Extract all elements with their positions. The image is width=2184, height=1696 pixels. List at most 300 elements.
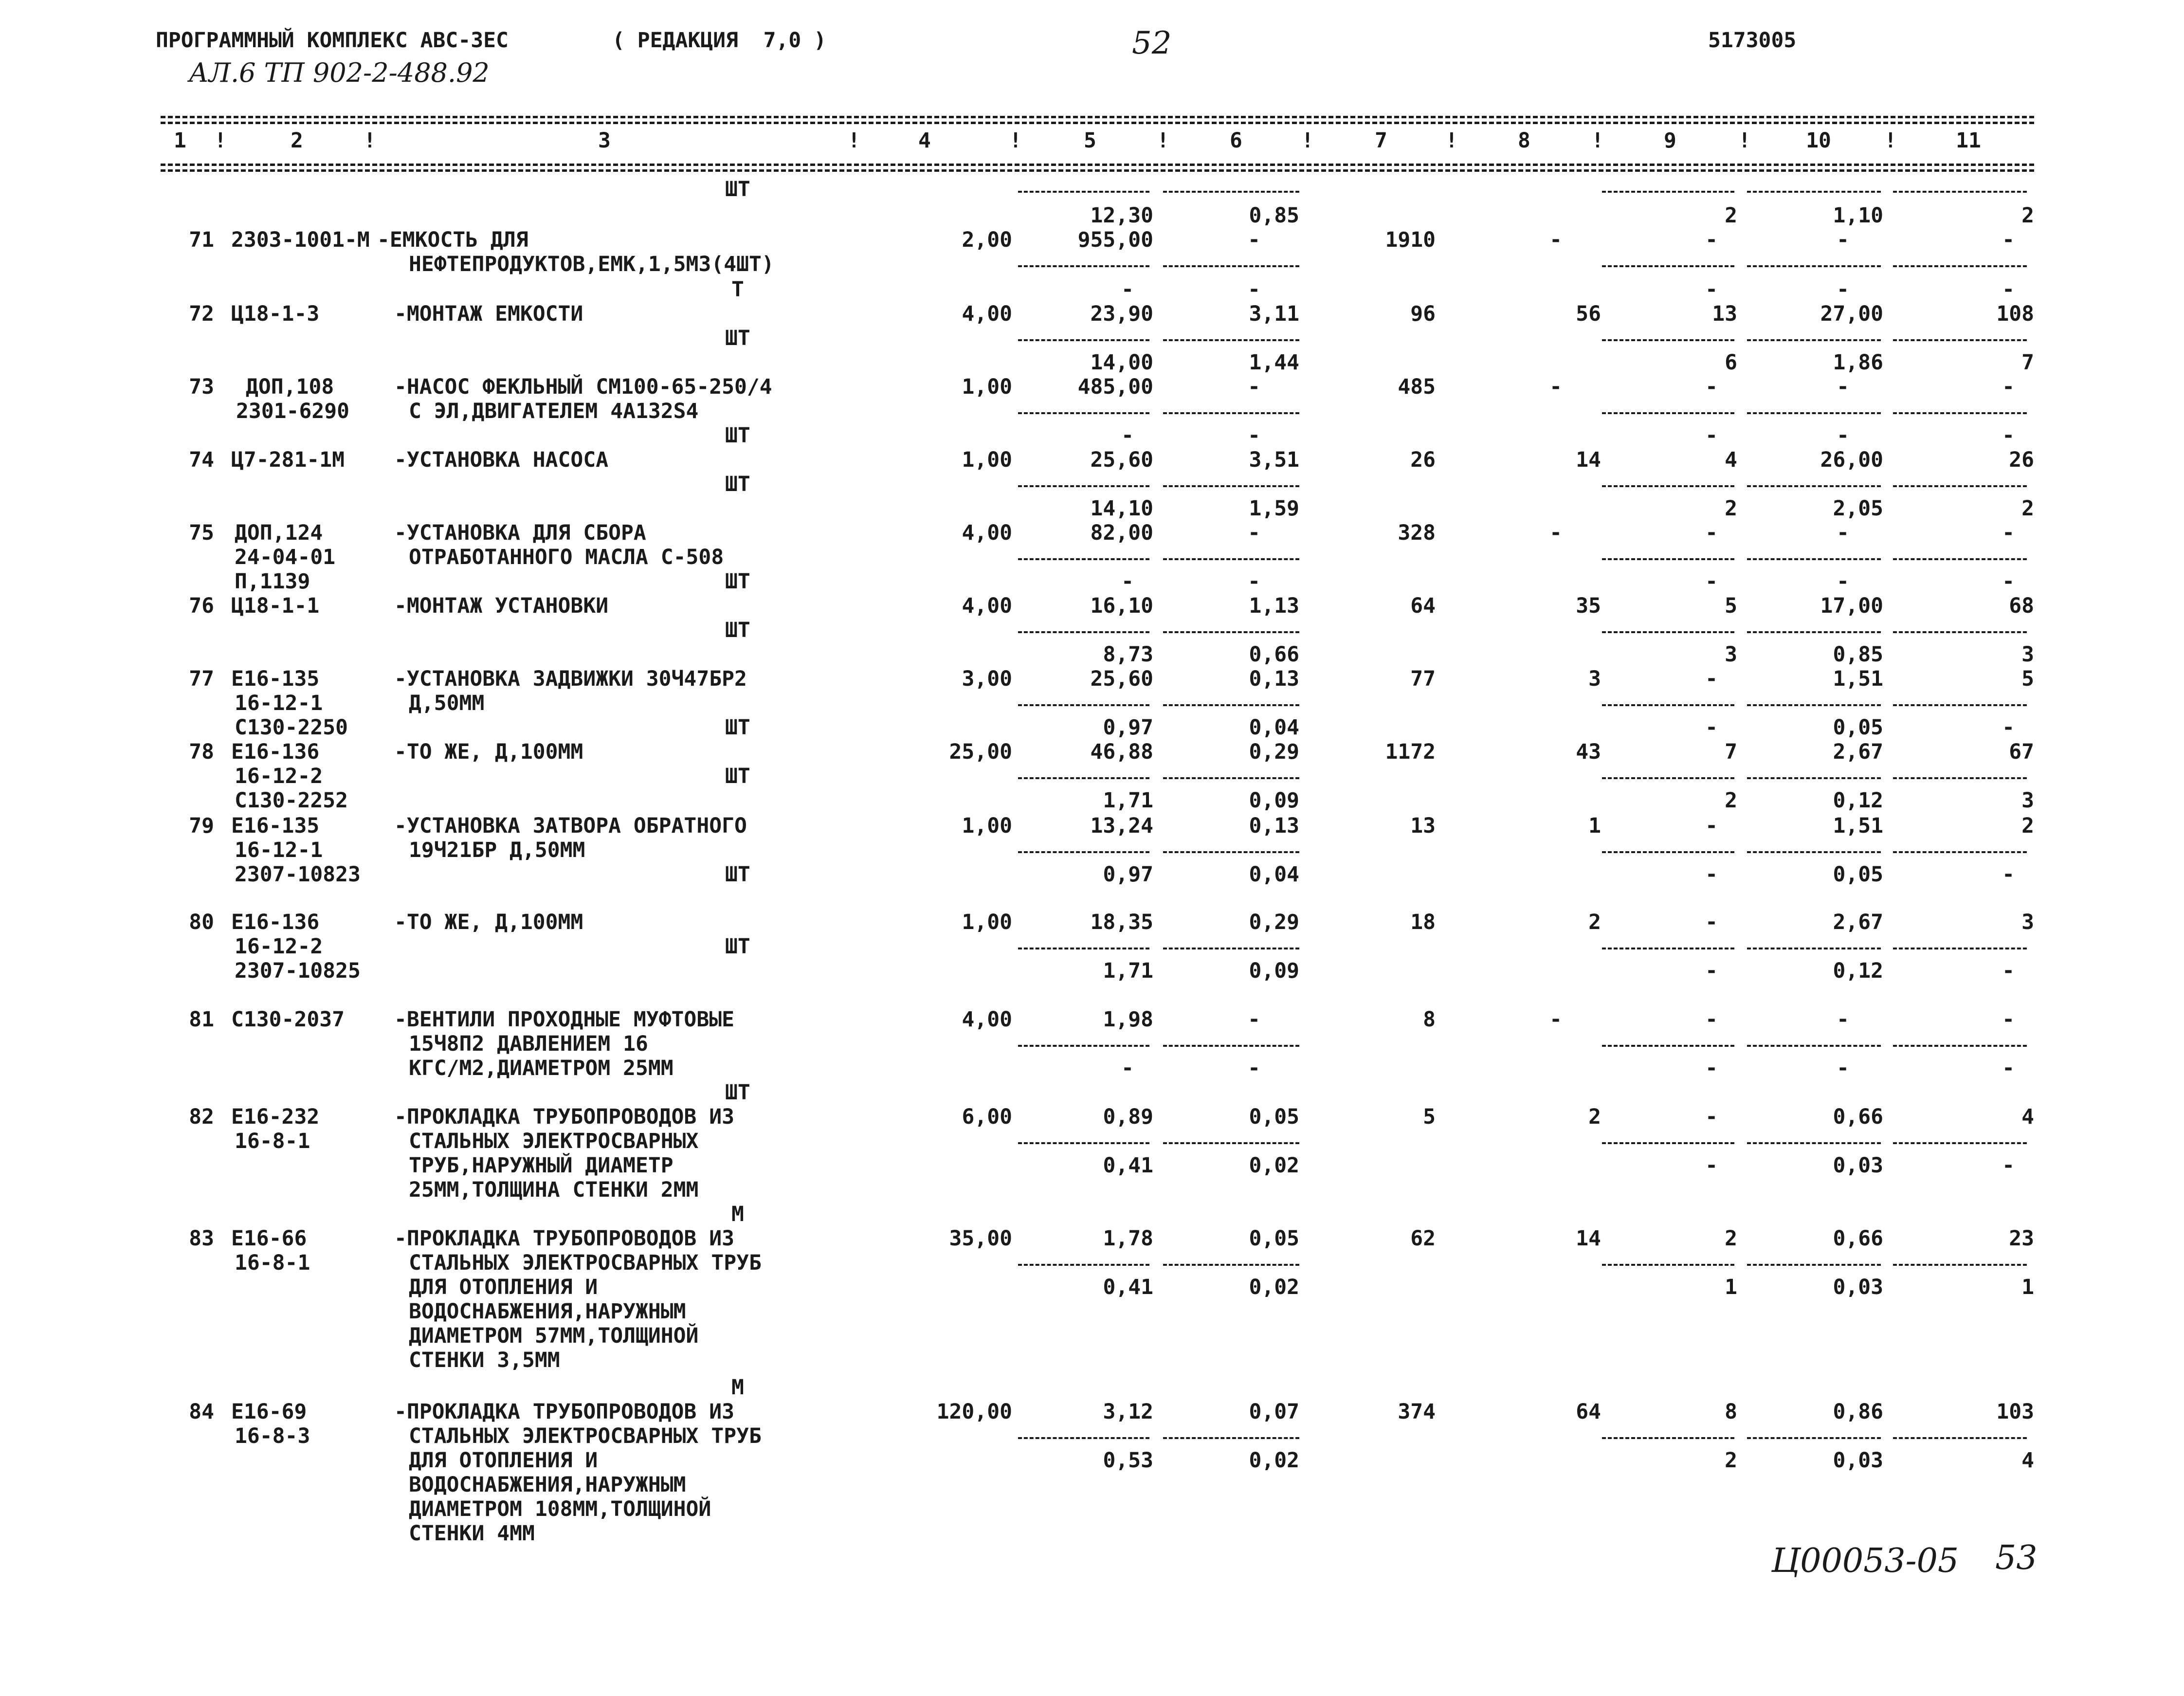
col10-value: 2,67 — [1833, 910, 1883, 934]
col8-value: - — [1549, 521, 1562, 545]
cell-divider — [1018, 191, 1149, 193]
cell-divider — [1747, 1264, 1881, 1266]
item-code: Е16-136 — [231, 740, 320, 764]
extra-value: - — [2002, 277, 2015, 302]
unit-price: 1,78 — [1103, 1226, 1153, 1251]
cell-divider — [1163, 339, 1299, 341]
unit-label: ШТ — [725, 569, 750, 594]
extra-value: 0,53 — [1103, 1448, 1153, 1473]
item-number: 73 — [189, 375, 214, 399]
column-header: 1 — [174, 128, 186, 153]
item-number: 83 — [189, 1226, 214, 1251]
item-description: -УСТАНОВКА ДЛЯ СБОРА — [394, 521, 646, 545]
item-code: 16-12-2 — [235, 764, 323, 788]
cell-divider — [1163, 1437, 1299, 1439]
col6-value: 0,05 — [1249, 1226, 1299, 1251]
extra-value: 2 — [2021, 496, 2034, 521]
col8-value: - — [1549, 375, 1562, 399]
unit-label: ШТ — [725, 934, 750, 959]
item-number: 76 — [189, 594, 214, 618]
column-separator: ! — [1884, 128, 1897, 153]
extra-value: 1 — [2021, 1275, 2034, 1299]
col11-value: - — [2002, 375, 2015, 399]
extra-value: 0,12 — [1833, 959, 1883, 983]
col11-value: 3 — [2021, 910, 2034, 934]
unit-price: 46,88 — [1090, 740, 1153, 764]
extra-value: 0,02 — [1249, 1153, 1299, 1178]
item-description: ДИАМЕТРОМ 57ММ,ТОЛЩИНОЙ — [409, 1324, 699, 1348]
col8-value: 2 — [1588, 910, 1601, 934]
item-code: П,1139 — [235, 569, 310, 594]
item-code: Ц18-1-1 — [231, 594, 320, 618]
col9-value: 8 — [1725, 1400, 1737, 1424]
cell-divider — [1602, 265, 1734, 267]
cell-divider — [1893, 777, 2027, 779]
cell-divider — [1163, 558, 1299, 560]
item-code: 2307-10823 — [235, 862, 361, 887]
extra-value: 2 — [1725, 1448, 1737, 1473]
col8-value: 56 — [1576, 302, 1601, 326]
col9-value: - — [1705, 910, 1718, 934]
edition-label: ( РЕДАКЦИЯ 7,0 ) — [612, 28, 827, 53]
col11-value: 2 — [2021, 814, 2034, 838]
cell-divider — [1747, 1045, 1881, 1047]
col11-value: - — [2002, 228, 2015, 252]
cell-divider — [1893, 412, 2027, 414]
cell-divider — [1893, 631, 2027, 633]
extra-value: 0,85 — [1249, 203, 1299, 228]
extra-value: - — [2002, 862, 2015, 887]
col9-value: 7 — [1725, 740, 1737, 764]
item-description: -НАСОС ФЕКЛЬНЫЙ СМ100-65-250/4 — [394, 375, 772, 399]
total-cost: 8 — [1423, 1007, 1436, 1032]
cell-divider — [1602, 1264, 1734, 1266]
cell-divider — [1747, 1437, 1881, 1439]
quantity: 3,00 — [962, 667, 1012, 691]
quantity: 4,00 — [962, 594, 1012, 618]
unit-label: ШТ — [725, 472, 750, 496]
col10-value: 0,66 — [1833, 1226, 1883, 1251]
col6-value: - — [1248, 1007, 1260, 1032]
column-header: 11 — [1956, 128, 1981, 153]
unit-label: ШТ — [725, 423, 750, 448]
unit-label: ШТ — [725, 177, 750, 201]
col8-value: 14 — [1576, 448, 1601, 472]
extra-value: 0,09 — [1249, 959, 1299, 983]
unit-price: 0,89 — [1103, 1105, 1153, 1129]
extra-value: - — [1705, 423, 1718, 448]
item-code: 16-12-1 — [235, 691, 323, 715]
col11-value: 103 — [1996, 1400, 2034, 1424]
item-code: Е16-136 — [231, 910, 320, 934]
item-description: 25ММ,ТОЛЩИНА СТЕНКИ 2ММ — [409, 1178, 699, 1202]
cell-divider — [1018, 704, 1149, 706]
item-description: -МОНТАЖ ЕМКОСТИ — [394, 302, 583, 326]
item-code: 24-04-01 — [235, 545, 336, 569]
item-code: Е16-232 — [231, 1105, 320, 1129]
col9-value: 5 — [1725, 594, 1737, 618]
cell-divider — [1747, 631, 1881, 633]
cell-divider — [1893, 558, 2027, 560]
extra-value: 1,71 — [1103, 788, 1153, 813]
program-title: ПРОГРАММНЫЙ КОМПЛЕКС АВС-3ЕС — [156, 28, 509, 53]
extra-value: - — [1248, 569, 1260, 594]
unit-label: ШТ — [725, 326, 750, 350]
cell-divider — [1018, 412, 1149, 414]
item-description: Д,50ММ — [409, 691, 485, 715]
quantity: 1,00 — [962, 375, 1012, 399]
item-code: ДОП,124 — [235, 521, 323, 545]
extra-value: 1,44 — [1249, 350, 1299, 375]
col8-value: 2 — [1588, 1105, 1601, 1129]
cell-divider — [1018, 1142, 1149, 1144]
extra-value: - — [1248, 423, 1260, 448]
extra-value: - — [1705, 1056, 1718, 1080]
quantity: 4,00 — [962, 1007, 1012, 1032]
unit-label: ШТ — [725, 1080, 750, 1105]
col9-value: 4 — [1725, 448, 1737, 472]
cell-divider — [1018, 1264, 1149, 1266]
col9-value: - — [1705, 521, 1718, 545]
cell-divider — [1602, 704, 1734, 706]
item-description: 15Ч8П2 ДАВЛЕНИЕМ 16 — [409, 1032, 648, 1056]
cell-divider — [1893, 704, 2027, 706]
extra-value: - — [2002, 1056, 2015, 1080]
extra-value: - — [2002, 1153, 2015, 1178]
extra-value: 0,02 — [1249, 1448, 1299, 1473]
unit-label: ШТ — [725, 862, 750, 887]
item-description: СТЕНКИ 3,5ММ — [409, 1348, 560, 1372]
extra-value: 14,00 — [1090, 350, 1153, 375]
quantity: 4,00 — [962, 521, 1012, 545]
quantity: 25,00 — [949, 740, 1012, 764]
item-description: СТЕНКИ 4ММ — [409, 1521, 535, 1546]
cell-divider — [1018, 265, 1149, 267]
cell-divider — [1018, 485, 1149, 487]
extra-value: 12,30 — [1090, 203, 1153, 228]
extra-value: - — [1705, 959, 1718, 983]
extra-value: - — [2002, 959, 2015, 983]
column-header: 9 — [1664, 128, 1676, 153]
col9-value: 13 — [1712, 302, 1737, 326]
cell-divider — [1163, 412, 1299, 414]
item-code: 2301-6290 — [236, 399, 349, 423]
cell-divider — [1163, 851, 1299, 853]
item-code: 16-8-1 — [235, 1251, 310, 1275]
col6-value: 0,29 — [1249, 910, 1299, 934]
col8-value: 14 — [1576, 1226, 1601, 1251]
column-separator: ! — [214, 128, 227, 153]
col8-value: 35 — [1576, 594, 1601, 618]
cell-divider — [1893, 851, 2027, 853]
extra-value: 0,03 — [1833, 1153, 1883, 1178]
header-top-rule-2 — [161, 122, 2034, 124]
unit-price: 25,60 — [1090, 448, 1153, 472]
cell-divider — [1163, 1142, 1299, 1144]
col11-value: 26 — [2009, 448, 2034, 472]
item-description: С ЭЛ,ДВИГАТЕЛЕМ 4А132S4 — [409, 399, 699, 423]
cell-divider — [1893, 265, 2027, 267]
total-cost: 1172 — [1385, 740, 1436, 764]
quantity: 4,00 — [962, 302, 1012, 326]
unit-label: М — [731, 1375, 744, 1400]
extra-value: 1,71 — [1103, 959, 1153, 983]
item-description: СТАЛЬНЫХ ЭЛЕКТРОСВАРНЫХ ТРУБ — [409, 1424, 762, 1448]
cell-divider — [1602, 851, 1734, 853]
quantity: 1,00 — [962, 910, 1012, 934]
column-header: 5 — [1084, 128, 1096, 153]
cell-divider — [1602, 558, 1734, 560]
extra-value: 1,59 — [1249, 496, 1299, 521]
extra-value: - — [1121, 1056, 1134, 1080]
unit-label: ШТ — [725, 618, 750, 642]
extra-value: - — [1121, 423, 1134, 448]
cell-divider — [1163, 631, 1299, 633]
item-code: 16-12-2 — [235, 934, 323, 959]
total-cost: 96 — [1410, 302, 1436, 326]
column-header: 2 — [291, 128, 303, 153]
col6-value: 0,05 — [1249, 1105, 1299, 1129]
total-cost: 64 — [1410, 594, 1436, 618]
col10-value: 2,67 — [1833, 740, 1883, 764]
cell-divider — [1747, 265, 1881, 267]
extra-value: 4 — [2021, 1448, 2034, 1473]
item-description: ВОДОСНАБЖЕНИЯ,НАРУЖНЫМ — [409, 1299, 686, 1324]
unit-label: Т — [731, 277, 744, 302]
sheet-number: 53 — [1995, 1539, 2038, 1577]
column-header: 8 — [1518, 128, 1530, 153]
cell-divider — [1163, 1045, 1299, 1047]
item-number: 81 — [189, 1007, 214, 1032]
col6-value: 3,11 — [1249, 302, 1299, 326]
col9-value: - — [1705, 1105, 1718, 1129]
item-code: 2307-10825 — [235, 959, 361, 983]
col11-value: - — [2002, 1007, 2015, 1032]
column-separator: ! — [1591, 128, 1604, 153]
total-cost: 18 — [1410, 910, 1436, 934]
extra-value: - — [1837, 277, 1849, 302]
total-cost: 62 — [1410, 1226, 1436, 1251]
extra-value: 0,05 — [1833, 715, 1883, 740]
item-description: -УСТАНОВКА ЗАТВОРА ОБРАТНОГО — [394, 814, 747, 838]
cell-divider — [1893, 485, 2027, 487]
unit-label: ШТ — [725, 764, 750, 788]
cell-divider — [1602, 339, 1734, 341]
col10-value: 0,86 — [1833, 1400, 1883, 1424]
header-top-rule — [161, 116, 2034, 118]
total-cost: 13 — [1410, 814, 1436, 838]
col8-value: 1 — [1588, 814, 1601, 838]
extra-value: 2 — [1725, 203, 1737, 228]
column-header: 3 — [598, 128, 611, 153]
item-description: СТАЛЬНЫХ ЭЛЕКТРОСВАРНЫХ ТРУБ — [409, 1251, 762, 1275]
extra-value: 0,04 — [1249, 715, 1299, 740]
col6-value: 0,13 — [1249, 814, 1299, 838]
cell-divider — [1602, 948, 1734, 949]
item-number: 82 — [189, 1105, 214, 1129]
cell-divider — [1893, 1142, 2027, 1144]
total-cost: 5 — [1423, 1105, 1436, 1129]
col11-value: 67 — [2009, 740, 2034, 764]
extra-value: 3 — [2021, 788, 2034, 813]
column-header: 4 — [918, 128, 931, 153]
column-separator: ! — [364, 128, 376, 153]
total-cost: 374 — [1398, 1400, 1436, 1424]
item-number: 74 — [189, 448, 214, 472]
cell-divider — [1163, 265, 1299, 267]
extra-value: 2 — [1725, 788, 1737, 813]
cell-divider — [1018, 777, 1149, 779]
quantity: 35,00 — [949, 1226, 1012, 1251]
total-cost: 26 — [1410, 448, 1436, 472]
page-number: 52 — [1132, 25, 1172, 61]
col6-value: 0,07 — [1249, 1400, 1299, 1424]
item-number: 84 — [189, 1400, 214, 1424]
unit-price: 25,60 — [1090, 667, 1153, 691]
archive-stamp: Ц00053-05 — [1771, 1542, 1959, 1580]
item-description: ДИАМЕТРОМ 108ММ,ТОЛЩИНОЙ — [409, 1497, 711, 1521]
extra-value: 1,86 — [1833, 350, 1883, 375]
extra-value: - — [1837, 569, 1849, 594]
item-code: ДОП,108 — [246, 375, 334, 399]
col9-value: 2 — [1725, 1226, 1737, 1251]
col10-value: - — [1837, 228, 1849, 252]
unit-price: 16,10 — [1090, 594, 1153, 618]
col10-value: 1,51 — [1833, 814, 1883, 838]
extra-value: - — [1705, 715, 1718, 740]
cell-divider — [1602, 1045, 1734, 1047]
col10-value: 0,66 — [1833, 1105, 1883, 1129]
extra-value: 2 — [1725, 496, 1737, 521]
col10-value: - — [1837, 521, 1849, 545]
extra-value: - — [1121, 277, 1134, 302]
extra-value: - — [1837, 1056, 1849, 1080]
item-number: 71 — [189, 228, 214, 252]
unit-price: 13,24 — [1090, 814, 1153, 838]
col10-value: - — [1837, 375, 1849, 399]
extra-value: 2 — [2021, 203, 2034, 228]
extra-value: 1 — [1725, 1275, 1737, 1299]
item-description: 19Ч21БР Д,50ММ — [409, 838, 585, 862]
unit-price: 23,90 — [1090, 302, 1153, 326]
cell-divider — [1163, 485, 1299, 487]
col8-value: 3 — [1588, 667, 1601, 691]
col10-value: - — [1837, 1007, 1849, 1032]
extra-value: - — [2002, 569, 2015, 594]
item-description: ТРУБ,НАРУЖНЫЙ ДИАМЕТР — [409, 1153, 673, 1178]
item-code: С130-2252 — [235, 788, 348, 813]
item-number: 80 — [189, 910, 214, 934]
cell-divider — [1018, 1045, 1149, 1047]
unit-price: 1,98 — [1103, 1007, 1153, 1032]
column-separator: ! — [1445, 128, 1458, 153]
cell-divider — [1163, 1264, 1299, 1266]
extra-value: 0,04 — [1249, 862, 1299, 887]
extra-value: 0,03 — [1833, 1275, 1883, 1299]
item-code: Е16-66 — [231, 1226, 307, 1251]
item-description: ДЛЯ ОТОПЛЕНИЯ И — [409, 1275, 598, 1299]
item-code: Ц18-1-3 — [231, 302, 320, 326]
item-number: 75 — [189, 521, 214, 545]
item-code: Ц7-281-1М — [231, 448, 345, 472]
extra-value: 1,10 — [1833, 203, 1883, 228]
item-description: -УСТАНОВКА ЗАДВИЖКИ 30Ч47БР2 — [394, 667, 747, 691]
header-bottom-rule — [161, 164, 2034, 166]
item-description: КГС/М2,ДИАМЕТРОМ 25ММ — [409, 1056, 673, 1080]
column-header: 6 — [1230, 128, 1242, 153]
col8-value: 64 — [1576, 1400, 1601, 1424]
unit-price: 82,00 — [1090, 521, 1153, 545]
column-separator: ! — [1009, 128, 1022, 153]
extra-value: - — [1248, 1056, 1260, 1080]
col6-value: 0,13 — [1249, 667, 1299, 691]
extra-value: 0,97 — [1103, 715, 1153, 740]
cell-divider — [1893, 1264, 2027, 1266]
extra-value: - — [1705, 569, 1718, 594]
extra-value: 8,73 — [1103, 642, 1153, 667]
cell-divider — [1163, 191, 1299, 193]
cell-divider — [1893, 948, 2027, 949]
quantity: 120,00 — [936, 1400, 1012, 1424]
cell-divider — [1602, 631, 1734, 633]
item-code: С130-2250 — [235, 715, 348, 740]
quantity: 1,00 — [962, 448, 1012, 472]
item-code: Е16-135 — [231, 667, 320, 691]
extra-value: 0,09 — [1249, 788, 1299, 813]
cell-divider — [1747, 339, 1881, 341]
col11-value: 23 — [2009, 1226, 2034, 1251]
item-description: -ТО ЖЕ, Д,100ММ — [394, 910, 583, 934]
col11-value: 68 — [2009, 594, 2034, 618]
col6-value: 1,13 — [1249, 594, 1299, 618]
quantity: 2,00 — [962, 228, 1012, 252]
extra-value: 0,02 — [1249, 1275, 1299, 1299]
cell-divider — [1747, 485, 1881, 487]
cell-divider — [1747, 704, 1881, 706]
col9-value: - — [1705, 375, 1718, 399]
item-description: ВОДОСНАБЖЕНИЯ,НАРУЖНЫМ — [409, 1473, 686, 1497]
cell-divider — [1747, 851, 1881, 853]
col9-value: - — [1705, 667, 1718, 691]
column-header: 10 — [1806, 128, 1831, 153]
cell-divider — [1602, 777, 1734, 779]
col11-value: 108 — [1996, 302, 2034, 326]
cell-divider — [1018, 1437, 1149, 1439]
item-description: -ЕМКОСТЬ ДЛЯ — [377, 228, 528, 252]
cell-divider — [1163, 704, 1299, 706]
cell-divider — [1747, 777, 1881, 779]
extra-value: 0,66 — [1249, 642, 1299, 667]
col6-value: 0,29 — [1249, 740, 1299, 764]
cell-divider — [1602, 485, 1734, 487]
quantity: 6,00 — [962, 1105, 1012, 1129]
extra-value: 0,12 — [1833, 788, 1883, 813]
item-description: -ПРОКЛАДКА ТРУБОПРОВОДОВ ИЗ — [394, 1226, 734, 1251]
extra-value: - — [1705, 1153, 1718, 1178]
col6-value: - — [1248, 375, 1260, 399]
col6-value: - — [1248, 521, 1260, 545]
item-number: 72 — [189, 302, 214, 326]
item-code: С130-2037 — [231, 1007, 345, 1032]
col9-value: - — [1705, 814, 1718, 838]
col10-value: 17,00 — [1820, 594, 1883, 618]
extra-value: 14,10 — [1090, 496, 1153, 521]
cell-divider — [1893, 1437, 2027, 1439]
item-number: 79 — [189, 814, 214, 838]
cell-divider — [1018, 558, 1149, 560]
item-code: 2303-1001-М — [231, 228, 370, 252]
cell-divider — [1163, 948, 1299, 949]
